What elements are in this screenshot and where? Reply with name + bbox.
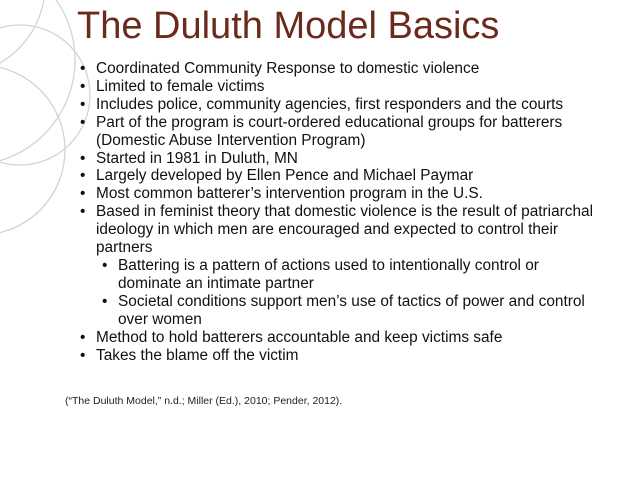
sub-bullet-item — [102, 257, 600, 293]
bullet-text: Battering is a pattern of actions used to intentionally control or dominate an intimate partner — [118, 256, 539, 292]
bullet-item — [80, 96, 600, 114]
bullet-text: Largely developed by Ellen Pence and Michael Paymar — [96, 167, 474, 185]
bullet-list — [80, 60, 600, 364]
bullet-text: Based in feminist theory that domestic violence is the result of patriarchal ideology in which men are encouraged and expected to control their partners — [96, 203, 594, 257]
bullet-text: Most common batterer’s intervention program in the U.S. — [96, 185, 483, 203]
bullet-marker: • — [80, 203, 86, 221]
bullet-item — [80, 347, 600, 365]
bullet-marker: • — [102, 256, 108, 274]
bullet-marker: • — [80, 113, 86, 131]
bullet-marker: • — [80, 60, 86, 77]
bullet-item — [80, 114, 600, 150]
bullet-text: Method to hold batterers accountable and keep victims safe — [96, 328, 503, 346]
bullet-item — [80, 78, 600, 96]
bullet-text: Takes the blame off the victim — [96, 346, 299, 364]
bullet-item — [80, 167, 600, 185]
bullet-marker: • — [102, 292, 108, 310]
sub-bullet-item — [102, 293, 600, 329]
bullet-item — [80, 60, 600, 78]
bullet-marker: • — [80, 185, 86, 203]
slide-title: The Duluth Model Basics — [77, 5, 500, 47]
bullet-marker: • — [80, 77, 86, 95]
bullet-text: Societal conditions support men’s use of tactics of power and control over women — [118, 292, 585, 328]
citation: (“The Duluth Model,” n.d.; Miller (Ed.), 2010; Pender, 2012). — [65, 395, 343, 407]
bullet-marker: • — [80, 346, 86, 364]
bullet-text: Part of the program is court-ordered educational groups for batterers (Domestic Abuse Intervention Program) — [96, 113, 563, 149]
bullet-item — [80, 203, 600, 257]
bullet-item — [80, 329, 600, 347]
bullet-marker: • — [80, 95, 86, 113]
bullet-item — [80, 185, 600, 203]
bullet-text: Coordinated Community Response to domestic violence — [96, 60, 480, 77]
bullet-marker: • — [80, 167, 86, 185]
bullet-marker: • — [80, 328, 86, 346]
bullet-text: Includes police, community agencies, first responders and the courts — [96, 95, 564, 113]
bullet-text: Started in 1981 in Duluth, MN — [96, 149, 298, 167]
bullet-marker: • — [80, 149, 86, 167]
bullet-text: Limited to female victims — [96, 77, 265, 95]
bullet-item — [80, 150, 600, 168]
